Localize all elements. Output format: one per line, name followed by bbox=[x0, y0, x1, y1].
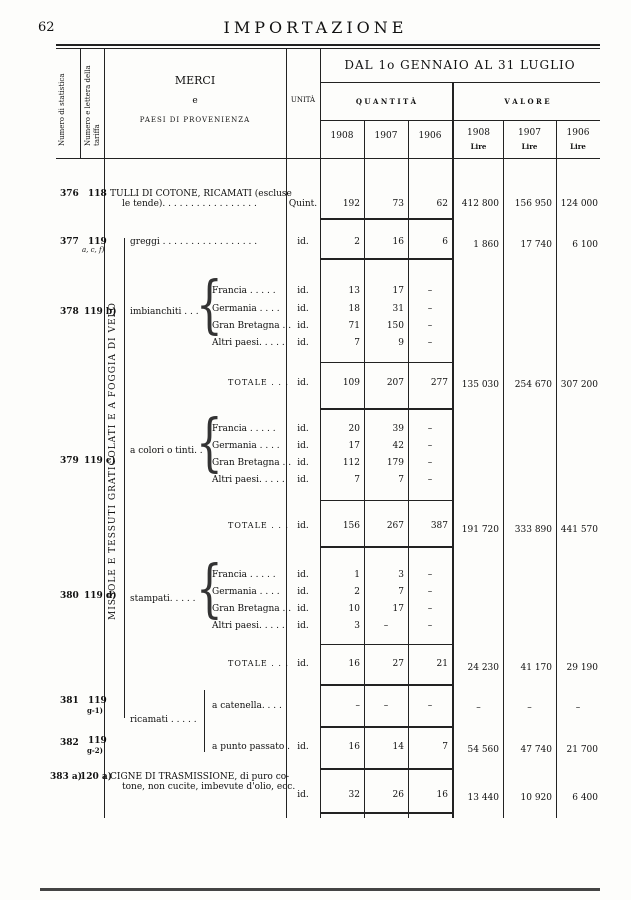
v1906-381: – bbox=[575, 703, 581, 713]
vrule-h8 bbox=[503, 120, 504, 158]
country-380-0: Francia . . . . . bbox=[212, 570, 276, 580]
q1907-380-tot: 27 bbox=[392, 659, 404, 669]
q1907-380-3: – bbox=[383, 621, 389, 631]
desc-382: a punto passato . bbox=[212, 742, 290, 752]
unit-378-2: id. bbox=[297, 321, 309, 331]
desc-379: a colori o tinti. . bbox=[130, 446, 203, 456]
v1907-379-tot: 333 890 bbox=[514, 525, 552, 535]
tariff-377: 119 bbox=[88, 237, 107, 247]
totale-378: TOTALE . . . bbox=[228, 378, 289, 387]
q1906-378-tot: 277 bbox=[430, 378, 448, 388]
unit-378-0: id. bbox=[297, 286, 309, 296]
top-rule-2 bbox=[56, 48, 600, 49]
stat-383: 383 a) bbox=[50, 772, 83, 782]
country-379-0: Francia . . . . . bbox=[212, 424, 276, 434]
q1908-380-2: 10 bbox=[348, 604, 360, 614]
tariff-sub-377: a, c, f) bbox=[82, 246, 105, 254]
country-380-3: Altri paesi. . . . . bbox=[212, 621, 285, 631]
country-378-1: Germania . . . . bbox=[212, 304, 280, 314]
unit-379-1: id. bbox=[297, 441, 309, 451]
unit-380-2: id. bbox=[297, 604, 309, 614]
year-q-1907: 1907 bbox=[374, 131, 398, 141]
unit-380-0: id. bbox=[297, 570, 309, 580]
q1906-378-1: – bbox=[427, 304, 433, 314]
totale-379: TOTALE . . . bbox=[228, 521, 289, 530]
tariff-376: 118 bbox=[88, 189, 107, 199]
q1907-376: 73 bbox=[392, 199, 404, 209]
header-unita: UNITÀ bbox=[290, 96, 316, 104]
tariff-382: 119 bbox=[88, 736, 107, 746]
ricamati-bracket bbox=[204, 690, 205, 752]
desc-377: greggi . . . . . . . . . . . . . . . . . bbox=[130, 237, 258, 247]
desc-381: a catenella. . . . bbox=[212, 701, 282, 711]
unit-380-3: id. bbox=[297, 621, 309, 631]
stat-382: 382 bbox=[60, 738, 79, 748]
vrule-b4 bbox=[364, 158, 365, 818]
tariff-383: 120 a) bbox=[80, 772, 113, 782]
header-e: e bbox=[192, 96, 198, 106]
desc-383-line1: CIGNE DI TRASMISSIONE, di puro co- bbox=[110, 772, 290, 782]
stat-380: 380 bbox=[60, 591, 79, 601]
unit-377: id. bbox=[297, 237, 309, 247]
v1906-382: 21 700 bbox=[566, 745, 598, 755]
year-v-1906: 1906 bbox=[566, 128, 590, 138]
unit-379-3: id. bbox=[297, 475, 309, 485]
unit-379-0: id. bbox=[297, 424, 309, 434]
vrule-h1 bbox=[80, 48, 81, 158]
q1908-379-1: 17 bbox=[348, 441, 360, 451]
vrule-h9 bbox=[556, 120, 557, 158]
q1908-378-3: 7 bbox=[354, 338, 360, 348]
q1908-378-1: 18 bbox=[348, 304, 360, 314]
sep-381 bbox=[320, 726, 452, 728]
v1908-379-tot: 191 720 bbox=[461, 525, 499, 535]
q1906-379-1: – bbox=[427, 441, 433, 451]
v1906-378-tot: 307 200 bbox=[560, 380, 598, 390]
desc-380: stampati. . . . . bbox=[130, 594, 196, 604]
tariff-380: 119 d) bbox=[84, 591, 117, 601]
unit-382: id. bbox=[297, 742, 309, 752]
unit-383: id. bbox=[297, 790, 309, 800]
v1908-381: – bbox=[476, 703, 481, 713]
unit-376: Quint. bbox=[288, 199, 318, 209]
v1908-377: 1 860 bbox=[473, 240, 499, 250]
sep-382 bbox=[320, 768, 452, 770]
tariff-378: 119 b) bbox=[84, 307, 117, 317]
header-stat-number: Numero di statistica bbox=[58, 73, 66, 146]
unit-378-3: id. bbox=[297, 338, 309, 348]
sep-377 bbox=[320, 258, 452, 260]
desc-383-line2: tone, non cucite, imbevute d'olio, ecc. bbox=[122, 782, 296, 792]
header-valore: V A L O R E bbox=[504, 97, 550, 106]
q1906-381: – bbox=[427, 701, 433, 711]
totale-380: TOTALE . . . bbox=[228, 659, 289, 668]
tariff-sub-381: g-1) bbox=[87, 706, 103, 715]
sep-383 bbox=[320, 812, 452, 814]
sep-380 bbox=[320, 644, 452, 645]
page-number: 62 bbox=[38, 20, 55, 35]
q1906-380-2: – bbox=[427, 604, 433, 614]
v1906-383: 6 400 bbox=[572, 793, 598, 803]
v1908-382: 54 560 bbox=[467, 745, 499, 755]
desc-376-line2: le tende). . . . . . . . . . . . . . . . . bbox=[122, 199, 257, 209]
brace-378: { bbox=[196, 267, 223, 341]
group-label: MISSOLE E TESSUTI GRATICOLATI E A FOGGIA DI VELO bbox=[108, 302, 118, 620]
q1906-379-tot: 387 bbox=[430, 521, 448, 531]
lire-1908: Lire bbox=[470, 142, 487, 151]
country-378-2: Gran Bretagna . . bbox=[212, 321, 292, 331]
v1906-377: 6 100 bbox=[572, 240, 598, 250]
year-v-1908: 1908 bbox=[467, 128, 490, 138]
stat-376: 376 bbox=[60, 189, 79, 199]
q1908-382: 16 bbox=[348, 742, 360, 752]
q1906-380-tot: 21 bbox=[436, 659, 448, 669]
q1907-378-2: 150 bbox=[386, 321, 404, 331]
q1908-377: 2 bbox=[354, 237, 360, 247]
q1906-380-0: – bbox=[427, 570, 433, 580]
q1908-380-0: 1 bbox=[354, 570, 360, 580]
country-378-3: Altri paesi. . . . . bbox=[212, 338, 285, 348]
sep-380-tot bbox=[320, 684, 452, 686]
q1907-379-3: 7 bbox=[398, 475, 404, 485]
stat-377: 377 bbox=[60, 237, 79, 247]
q1906-377: 6 bbox=[442, 237, 448, 247]
q1908-378-2: 71 bbox=[348, 321, 360, 331]
v1908-380-tot: 24 230 bbox=[467, 663, 499, 673]
sep-378-tot bbox=[320, 408, 452, 410]
unit-378-tot: id. bbox=[297, 378, 309, 388]
q1908-380-3: 3 bbox=[354, 621, 360, 631]
country-378-0: Francia . . . . . bbox=[212, 286, 276, 296]
bottom-edge bbox=[40, 888, 600, 891]
q1908-379-2: 112 bbox=[342, 458, 360, 468]
q1907-378-0: 17 bbox=[392, 286, 404, 296]
lire-1906: Lire bbox=[570, 142, 586, 151]
v1907-380-tot: 41 170 bbox=[520, 663, 552, 673]
country-379-2: Gran Bretagna . . bbox=[212, 458, 292, 468]
q1906-378-3: – bbox=[427, 338, 433, 348]
unit-379-tot: id. bbox=[297, 521, 309, 531]
q1907-380-0: 3 bbox=[398, 570, 404, 580]
years-rule bbox=[320, 120, 600, 121]
group-bracket bbox=[124, 238, 125, 718]
unit-379-2: id. bbox=[297, 458, 309, 468]
v1907-381: – bbox=[527, 703, 532, 713]
v1907-382: 47 740 bbox=[520, 745, 552, 755]
q1907-377: 16 bbox=[392, 237, 404, 247]
q1908-378-tot: 109 bbox=[342, 378, 360, 388]
q1907-380-1: 7 bbox=[398, 587, 404, 597]
vrule-b8 bbox=[556, 158, 557, 818]
q1906-382: 7 bbox=[442, 742, 448, 752]
vrule-b2 bbox=[286, 158, 287, 818]
stat-378: 378 bbox=[60, 307, 79, 317]
q1907-380-2: 17 bbox=[392, 604, 404, 614]
unit-378-1: id. bbox=[297, 304, 309, 314]
brace-379: { bbox=[196, 405, 223, 479]
sep-378 bbox=[320, 362, 452, 363]
country-379-3: Altri paesi. . . . . bbox=[212, 475, 285, 485]
q1907-378-1: 31 bbox=[392, 304, 404, 314]
q1907-379-2: 179 bbox=[386, 458, 404, 468]
lire-1907: Lire bbox=[521, 142, 538, 151]
unit-380-1: id. bbox=[297, 587, 309, 597]
q1906-380-1: – bbox=[427, 587, 433, 597]
q1908-378-0: 13 bbox=[348, 286, 360, 296]
vrule-b1 bbox=[104, 158, 105, 818]
v1907-376: 156 950 bbox=[514, 199, 552, 209]
v1906-380-tot: 29 190 bbox=[566, 663, 598, 673]
q1906-379-2: – bbox=[427, 458, 433, 468]
q1907-379-tot: 267 bbox=[386, 521, 404, 531]
stat-379: 379 bbox=[60, 456, 79, 466]
q1908-376: 192 bbox=[342, 199, 360, 209]
q1906-379-3: – bbox=[427, 475, 433, 485]
country-380-1: Germania . . . . bbox=[212, 587, 280, 597]
v1906-376: 124 000 bbox=[560, 199, 598, 209]
q1907-378-tot: 207 bbox=[386, 378, 404, 388]
header-bottom-rule bbox=[56, 158, 600, 159]
unit-380-tot: id. bbox=[297, 659, 309, 669]
v1906-379-tot: 441 570 bbox=[560, 525, 598, 535]
q1906-383: 16 bbox=[436, 790, 448, 800]
v1907-378-tot: 254 670 bbox=[514, 380, 552, 390]
header-tariff-number: Numero e lettera della tariffa bbox=[84, 65, 101, 146]
q1907-383: 26 bbox=[392, 790, 404, 800]
header-merci: MERCI bbox=[174, 74, 216, 87]
v1907-377: 17 740 bbox=[520, 240, 552, 250]
q1907-379-1: 42 bbox=[392, 441, 404, 451]
tariff-381: 119 bbox=[88, 696, 107, 706]
vrule-b5 bbox=[408, 158, 409, 818]
country-380-2: Gran Bretagna . . bbox=[212, 604, 292, 614]
year-q-1906: 1906 bbox=[418, 131, 442, 141]
vrule-b6 bbox=[452, 158, 454, 818]
sep-379-tot bbox=[320, 546, 452, 548]
sep-379 bbox=[320, 500, 452, 501]
brace-380: { bbox=[196, 551, 223, 625]
q1908-379-3: 7 bbox=[354, 475, 360, 485]
country-379-1: Germania . . . . bbox=[212, 441, 280, 451]
q1907-379-0: 39 bbox=[392, 424, 404, 434]
q1908-379-0: 20 bbox=[348, 424, 360, 434]
q1908-380-1: 2 bbox=[354, 587, 360, 597]
header-quantita: Q U A N T I T À bbox=[355, 97, 417, 106]
desc-ricamati: ricamati . . . . . bbox=[130, 715, 197, 725]
q1906-378-0: – bbox=[427, 286, 433, 296]
desc-378: imbianchiti . . . bbox=[130, 307, 199, 317]
desc-376-line1: TULLI DI COTONE, RICAMATI (escluse bbox=[110, 189, 292, 199]
vrule-b3 bbox=[320, 158, 321, 818]
top-rule bbox=[56, 44, 600, 46]
q1908-383: 32 bbox=[348, 790, 360, 800]
tariff-379: 119 c) bbox=[84, 456, 116, 466]
q1908-381: – bbox=[355, 701, 360, 711]
year-q-1908: 1908 bbox=[330, 131, 354, 141]
v1908-378-tot: 135 030 bbox=[461, 380, 499, 390]
q1906-380-3: – bbox=[427, 621, 433, 631]
v1907-383: 10 920 bbox=[520, 793, 552, 803]
sep-376 bbox=[320, 218, 452, 220]
q1906-378-2: – bbox=[427, 321, 433, 331]
q1906-376: 62 bbox=[436, 199, 448, 209]
header-period: DAL 1o GENNAIO AL 31 LUGLIO bbox=[344, 58, 576, 72]
v1908-376: 412 800 bbox=[461, 199, 499, 209]
stat-381: 381 bbox=[60, 696, 79, 706]
q1907-378-3: 9 bbox=[398, 338, 404, 348]
page-title: IMPORTAZIONE bbox=[223, 18, 408, 37]
q1907-381: – bbox=[383, 701, 389, 711]
q1907-382: 14 bbox=[392, 742, 404, 752]
q1908-380-tot: 16 bbox=[348, 659, 360, 669]
q1908-379-tot: 156 bbox=[342, 521, 360, 531]
header-paesi: PAESI DI PROVENIENZA bbox=[139, 116, 251, 124]
period-rule bbox=[320, 82, 600, 83]
v1908-383: 13 440 bbox=[467, 793, 499, 803]
tariff-sub-382: g-2) bbox=[87, 746, 103, 755]
vrule-b7 bbox=[503, 158, 504, 818]
q1906-379-0: – bbox=[427, 424, 433, 434]
year-v-1907: 1907 bbox=[518, 128, 541, 138]
